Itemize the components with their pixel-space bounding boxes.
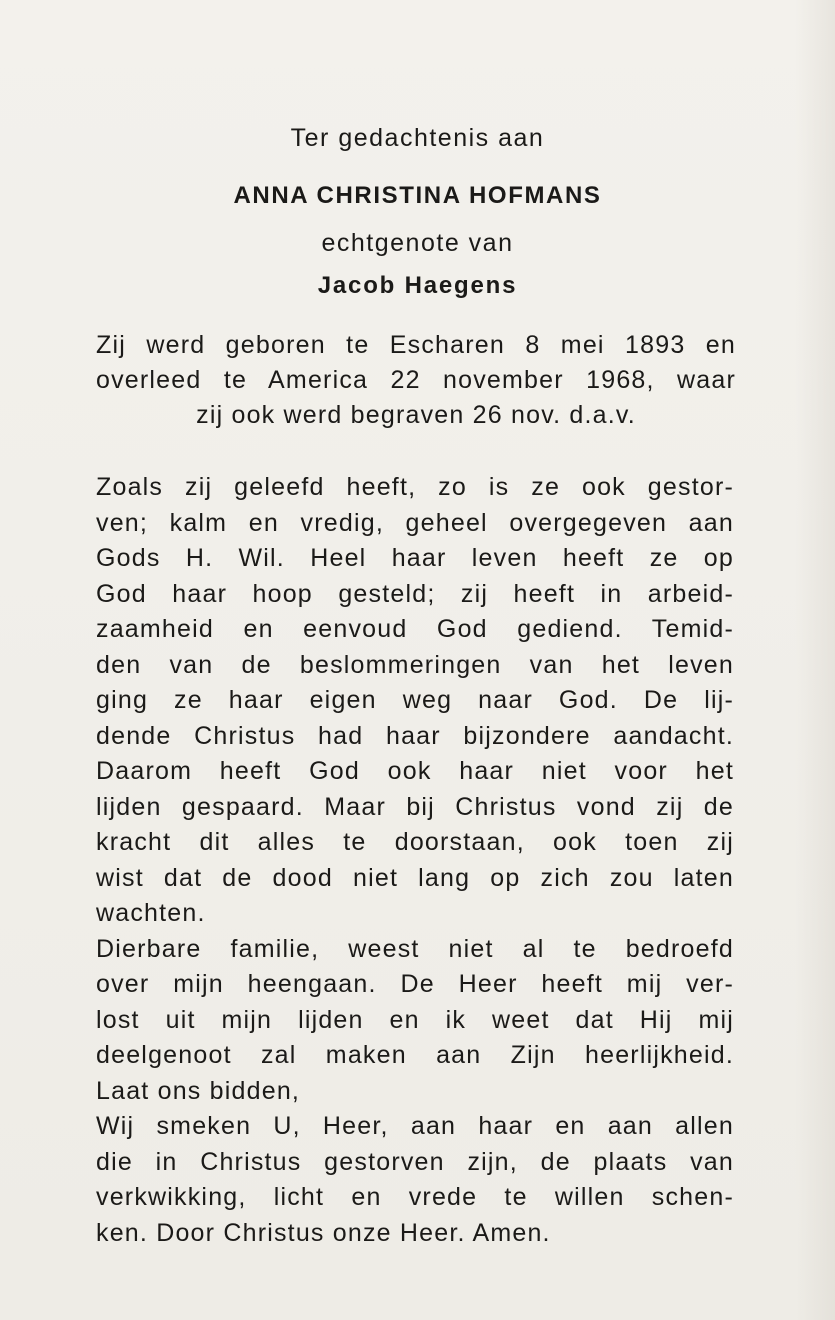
text-line: Gods H. Wil. Heel haar leven heeft ze op <box>96 544 734 572</box>
memorial-intro: Ter gedachtenis aan <box>290 124 545 152</box>
text-line: ken. Door Christus onze Heer. Amen. <box>96 1218 551 1247</box>
text-line: den van de beslommeringen van het leven <box>96 650 734 679</box>
text-line: Zoals zij geleefd heeft, zo is ze ook gestor- <box>96 473 734 501</box>
text-line: over mijn heengaan. De Heer heeft mij ver- <box>96 970 734 998</box>
text-line: kracht dit alles te doorstaan, ook toen zij <box>96 828 734 856</box>
text-line: die in Christus gestorven zijn, de plaats van <box>96 1147 734 1176</box>
memorial-text <box>96 470 734 1251</box>
biography-line: Zij werd geboren te Escharen 8 mei 1893 en <box>96 331 736 359</box>
biography <box>96 328 736 433</box>
text-line: Dierbare familie, weest niet al te bedroefd <box>96 934 734 963</box>
text-line: Wij smeken U, Heer, aan haar en aan allen <box>96 1112 734 1140</box>
text-line: wist dat de dood niet lang op zich zou laten <box>96 863 734 892</box>
spouse-relation: echtgenote van <box>321 229 514 257</box>
text-line: lost uit mijn lijden en ik weet dat Hij mij <box>96 1005 734 1034</box>
text-line: lijden gespaard. Maar bij Christus vond zij de <box>96 792 734 821</box>
text-line: ging ze haar eigen weg naar God. De lij- <box>96 686 734 714</box>
spouse-name: Jacob Haegens <box>317 272 518 299</box>
biography-line: zij ook werd begraven 26 nov. d.a.v. <box>196 401 636 429</box>
deceased-name: ANNA CHRISTINA HOFMANS <box>233 182 602 209</box>
text-line: Laat ons bidden, <box>96 1076 301 1105</box>
text-line: deelgenoot zal maken aan Zijn heerlijkheid. <box>96 1041 734 1069</box>
text-line: verkwikking, licht en vrede te willen schen- <box>96 1183 734 1211</box>
text-line: Daarom heeft God ook haar niet voor het <box>96 757 734 785</box>
text-line: God haar hoop gesteld; zij heeft in arbeid- <box>96 579 734 608</box>
biography-line: overleed te America 22 november 1968, waar <box>96 366 736 394</box>
text-line: dende Christus had haar bijzondere aandacht. <box>96 721 734 750</box>
text-line: zaamheid en eenvoud God gediend. Temid- <box>96 615 734 643</box>
text-line: ven; kalm en vredig, geheel overgegeven aan <box>96 508 734 537</box>
text-line: wachten. <box>96 899 206 927</box>
